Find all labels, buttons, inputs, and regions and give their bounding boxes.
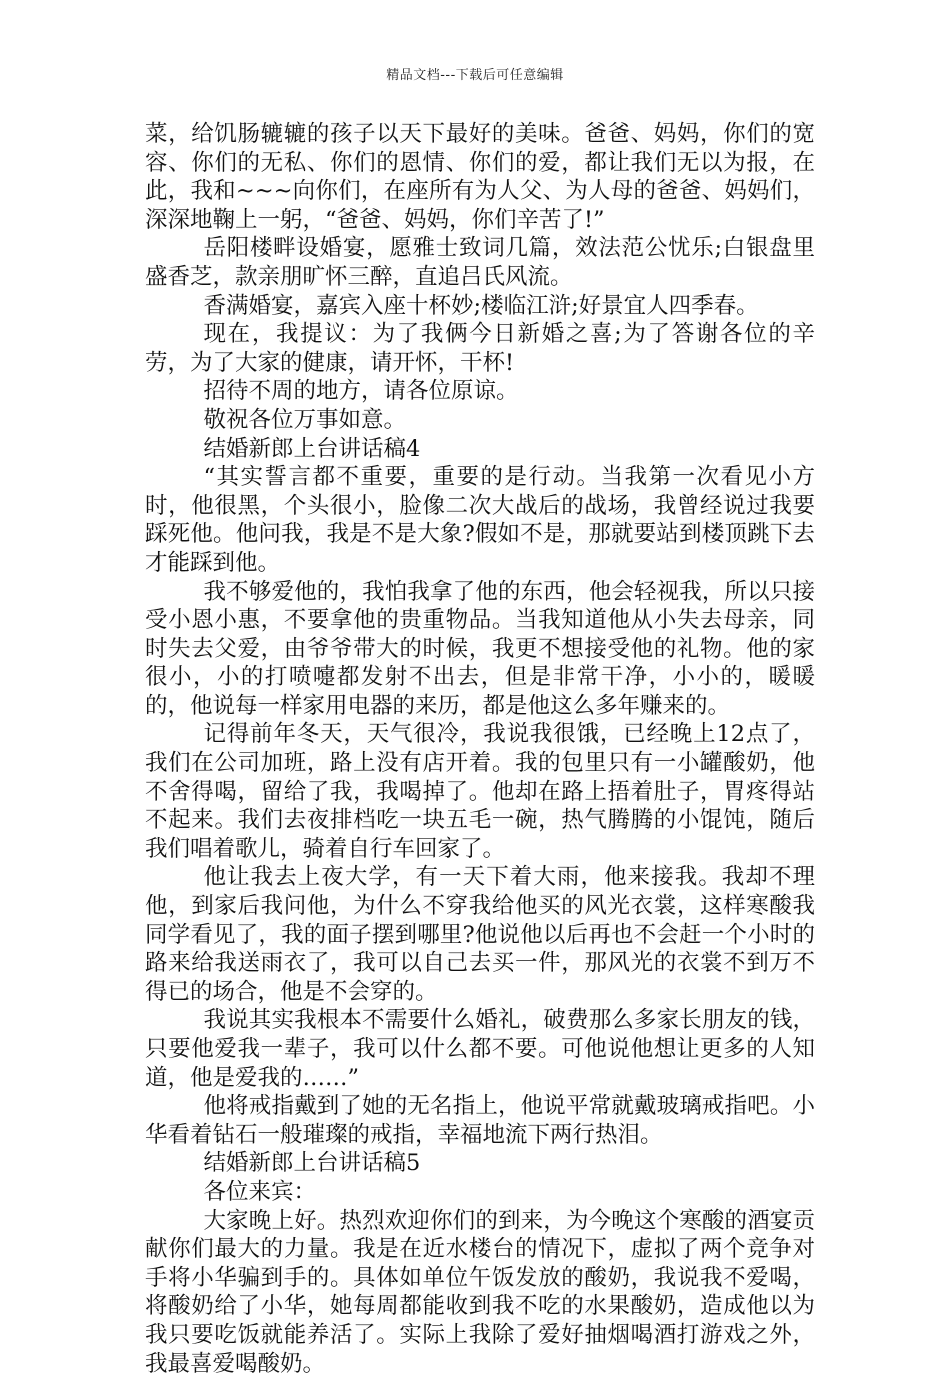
salutation: 各位来宾： — [203, 1178, 317, 1205]
paragraph: 大家晚上好。热烈欢迎你们的到来，为今晚这个寒酸的酒宴贡献你们最大的力量。我是在近水楼台的情况下，虚拟了两个竞争对手将小华骗到手的。具体如单位午饭发放的酸奶，我说我不爱喝，将酸奶给了小华，她每周都能收到我不吃的水果酸奶，造成他以为我只要吃饭就能养活了。实际上我除了爱好抽烟喝酒打游戏之外，我最喜爱喝酸奶。 — [145, 1207, 815, 1377]
paragraph: 记得前年冬天，天气很冷，我说我很饿，已经晚上12点了，我们在公司加班，路上没有店开着。我的包里只有一小罐酸奶，他不舍得喝，留给了我，我喝掉了。他却在路上捂着肚子，胃疼得站不起来。我们去夜排档吃一块五毛一碗，热气腾腾的小馄饨，随后我们唱着歌儿，骑着自行车回家了。 — [145, 721, 815, 862]
paragraph: 现在，我提议：为了我俩今日新婚之喜;为了答谢各位的辛劳，为了大家的健康，请开怀，干杯! — [145, 321, 815, 376]
section-heading: 结婚新郎上台讲话稿4 — [203, 435, 421, 462]
page-header: 精品文档---下载后可任意编辑 — [386, 68, 564, 83]
paragraph: 菜，给饥肠辘辘的孩子以天下最好的美味。爸爸、妈妈，你们的宽容、你们的无私、你们的恩情、你们的爱，都让我们无以为报，在此，我和~~~向你们，在座所有为人父、为人母的爸爸、妈妈们，深深地鞠上一躬，“爸爸、妈妈，你们辛苦了!” — [145, 121, 815, 233]
section-heading: 结婚新郎上台讲话稿5 — [203, 1150, 421, 1177]
document-body — [145, 120, 815, 1378]
paragraph: 敬祝各位万事如意。 — [203, 406, 407, 433]
paragraph: 岳阳楼畔设婚宴，愿雅士致词几篇，效法范公忧乐;白银盘里盛香芝，款亲朋旷怀三醉，直追吕氏风流。 — [145, 235, 815, 290]
paragraph: 他将戒指戴到了她的无名指上，他说平常就戴玻璃戒指吧。小华看着钻石一般璀璨的戒指，幸福地流下两行热泪。 — [145, 1093, 815, 1148]
paragraph: 招待不周的地方，请各位原谅。 — [203, 378, 519, 405]
paragraph: 我说其实我根本不需要什么婚礼，破费那么多家长朋友的钱，只要他爱我一辈子，我可以什么都不要。可他说他想让更多的人知道，他是爱我的……” — [145, 1007, 815, 1091]
paragraph: 我不够爱他的，我怕我拿了他的东西，他会轻视我，所以只接受小恩小惠，不要拿他的贵重物品。当我知道他从小失去母亲，同时失去父爱，由爷爷带大的时候，我更不想接受他的礼物。他的家很小，小的打喷嚏都发射不出去，但是非常干净，小小的，暖暖的，他说每一样家用电器的来历，都是他这么多年赚来的。 — [145, 578, 815, 719]
paragraph: 他让我去上夜大学，有一天下着大雨，他来接我。我却不理他，到家后我问他，为什么不穿我给他买的风光衣裳，这样寒酸我同学看见了，我的面子摆到哪里?他说他以后再也不会赶一个小时的路来给我送雨衣了，我可以自己去买一件，那风光的衣裳不到万不得已的场合，他是不会穿的。 — [145, 864, 815, 1005]
paragraph: “其实誓言都不重要，重要的是行动。当我第一次看见小方时，他很黑，个头很小，脸像二次大战后的战场，我曾经说过我要踩死他。他问我，我是不是大象?假如不是，那就要站到楼顶跳下去才能踩到他。 — [145, 464, 815, 576]
paragraph: 香满婚宴，嘉宾入座十杯妙;楼临江浒;好景宜人四季春。 — [203, 292, 759, 319]
